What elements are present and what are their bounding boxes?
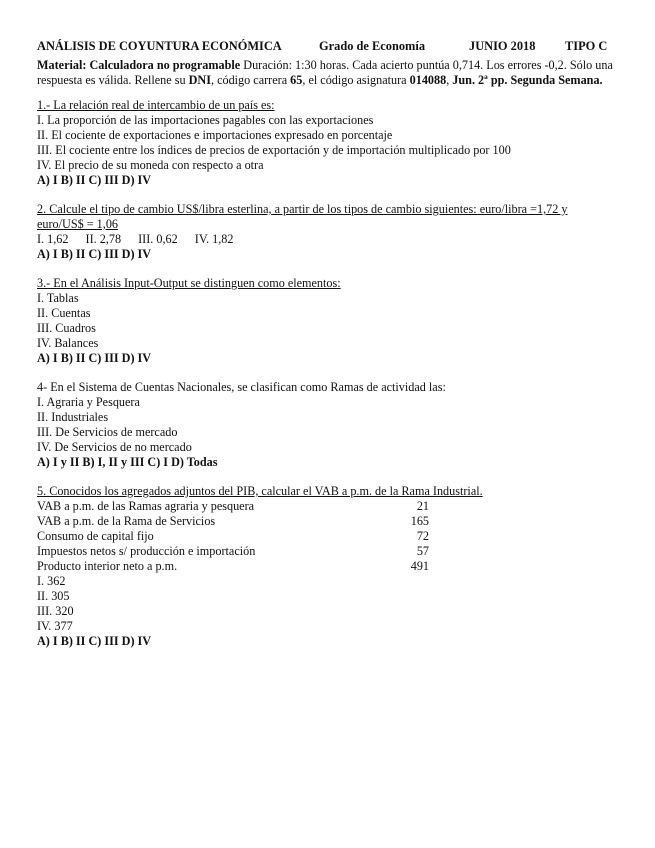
row-label: VAB a p.m. de las Ramas agraria y pesquera [37,499,255,513]
option-i: I. 1,62 [37,232,69,246]
option-i: I. Agraria y Pesquera [37,395,140,409]
row-value: 57 [416,544,429,558]
question-title: 4- En el Sistema de Cuentas Nacionales, se clasifican como Ramas de actividad las: [37,380,446,394]
exam-type: TIPO C [565,39,608,53]
exam-date: JUNIO 2018 [469,39,536,53]
question-title: 1.- La relación real de intercambio de un país es: [37,98,275,112]
row-label: Consumo de capital fijo [37,529,154,543]
row-value: 21 [416,499,429,513]
question-2 [37,202,617,262]
answer-choices: A) I B) II C) III D) IV [37,173,152,187]
option-i: I. 362 [37,574,66,588]
subject-code: 014088 [409,73,447,87]
answer-choices: A) I B) II C) III D) IV [37,247,152,261]
option-iii: III. El cociente entre los índices de precios de exportación y de importación multiplicado por 100 [37,143,511,157]
option-iii: III. Cuadros [37,321,96,335]
question-title: 3.- En el Análisis Input-Output se distinguen como elementos: [37,276,341,290]
exam-page [37,38,617,663]
inline-options [37,232,617,247]
option-i: I. La proporción de las importaciones pagables con las exportaciones [37,113,374,127]
question-5 [37,484,617,649]
option-iv: IV. 377 [37,619,73,633]
instructions-text: Duración: 1:30 horas. Cada acierto puntúa 0,714. Los errores -0,2. Sólo una respuesta es válida. Rellene su [37,58,613,87]
row-value: 165 [410,514,429,528]
answer-choices: A) I B) II C) III D) IV [37,634,152,648]
table-row [37,529,429,544]
option-ii: II. 305 [37,589,70,603]
row-label: Producto interior neto a p.m. [37,559,178,573]
question-title: 5. Conocidos los agregados adjuntos del PIB, calcular el VAB a p.m. de la Rama Industrial. [37,484,483,498]
row-label: Impuestos netos s/ producción e importación [37,544,256,558]
row-label: VAB a p.m. de la Rama de Servicios [37,514,216,528]
instructions-text-2: , código carrera [210,73,291,87]
option-iii: III. De Servicios de mercado [37,425,178,439]
aggregates-table [37,499,429,574]
table-row [37,559,429,574]
table-row [37,514,429,529]
answer-choices: A) I B) II C) III D) IV [37,351,152,365]
option-ii: II. Industriales [37,410,109,424]
row-value: 491 [410,559,429,573]
option-iii: III. 0,62 [138,232,178,246]
degree-name: Grado de Economía [319,39,426,53]
option-iv: IV. Balances [37,336,99,350]
question-4 [37,380,617,470]
question-title-line1: 2. Calcule el tipo de cambio US$/libra esterlina, a partir de los tipos de cambio siguientes: euro/libra =1,72 y [37,202,568,216]
instructions-text-3: , el código asignatura [302,73,410,87]
option-iv: IV. El precio de su moneda con respecto a otra [37,158,264,172]
row-value: 72 [416,529,429,543]
exam-instructions [37,58,617,88]
question-1 [37,98,617,188]
option-iii: III. 320 [37,604,74,618]
question-3 [37,276,617,366]
option-iv: IV. De Servicios de no mercado [37,440,192,454]
table-row [37,544,429,559]
option-ii: II. Cuentas [37,306,91,320]
exam-header [37,38,617,54]
session-info: Jun. 2ª pp. Segunda Semana. [452,73,603,87]
course-title: ANÁLISIS DE COYUNTURA ECONÓMICA [37,39,282,53]
option-ii: II. 2,78 [85,232,122,246]
answer-choices: A) I y II B) I, II y III C) I D) Todas [37,455,218,469]
instructions-text-4: , [446,73,453,87]
question-title-line2: euro/US$ = 1,06 [37,217,119,231]
career-code: 65 [290,73,303,87]
option-ii: II. El cociente de exportaciones e importaciones expresado en porcentaje [37,128,393,142]
material-label: Material: Calculadora no programable [37,58,241,72]
table-row [37,499,429,514]
dni-label: DNI [188,73,211,87]
option-iv: IV. 1,82 [194,232,234,246]
option-i: I. Tablas [37,291,79,305]
